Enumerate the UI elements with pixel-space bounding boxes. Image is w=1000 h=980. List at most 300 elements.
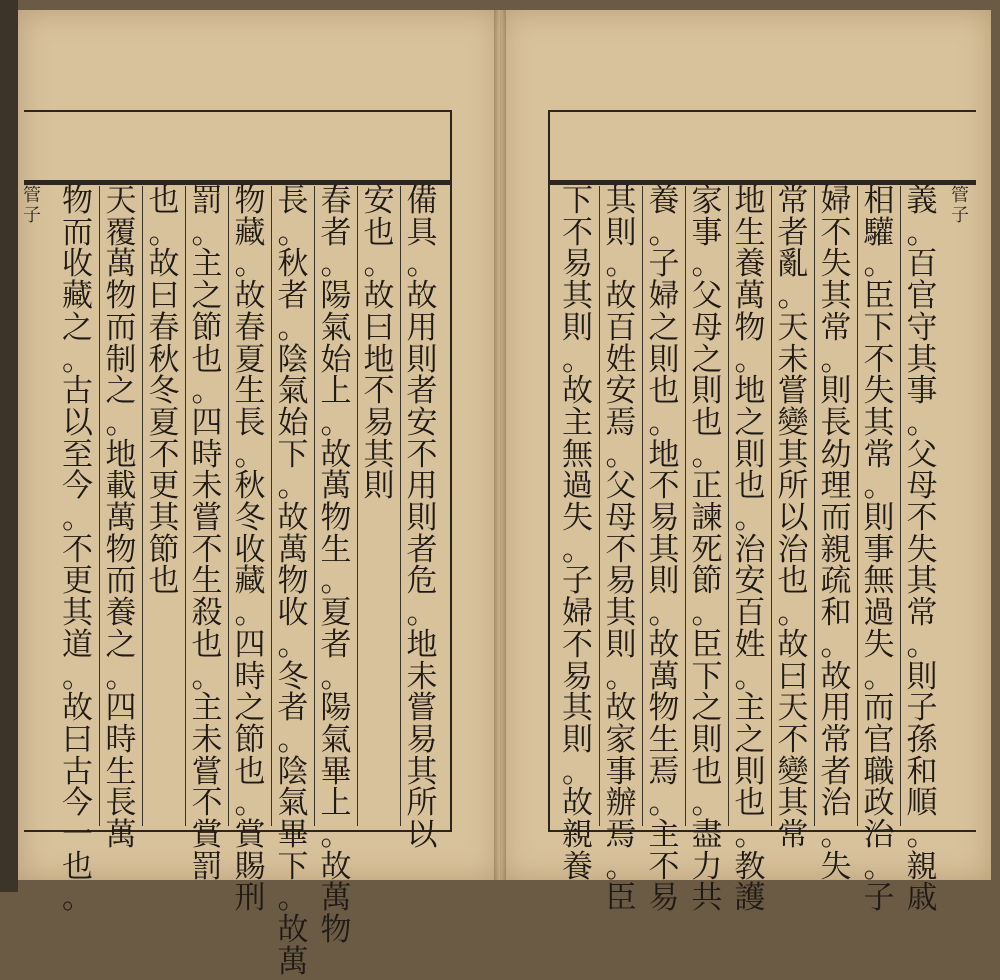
text-char: 今	[62, 468, 93, 505]
text-char: 始	[320, 341, 352, 378]
text-char: 也	[191, 626, 223, 663]
text-char: 子	[863, 880, 895, 917]
text-char: 則	[691, 373, 723, 410]
text-char: 氣	[277, 785, 309, 822]
text-char: 。	[734, 817, 766, 854]
text-char: 治	[777, 531, 809, 568]
text-char: 職	[863, 753, 895, 790]
text-char: 氣	[320, 309, 352, 346]
text-char: 藏	[62, 278, 93, 315]
text-char: 陰	[277, 753, 309, 790]
text-char: 順	[906, 785, 938, 822]
text-char: 物	[734, 309, 766, 346]
text-char: 。	[777, 595, 809, 632]
text-char: 。	[234, 595, 266, 632]
text-char: 其	[406, 753, 438, 790]
text-char: 長	[234, 404, 266, 441]
text-char: 。	[320, 246, 352, 283]
text-char: 故	[648, 626, 680, 663]
text-char: 不	[605, 531, 637, 568]
text-char: 。	[105, 658, 137, 695]
text-char: 也	[777, 563, 809, 600]
text-char: 。	[562, 341, 593, 378]
text-char: 其	[863, 404, 895, 441]
text-char: 也	[691, 404, 723, 441]
text-char: 。	[105, 404, 137, 441]
text-char: 主	[734, 690, 766, 727]
text-char: 常	[777, 817, 809, 854]
text-char: 之	[648, 309, 680, 346]
text-char: 婦	[648, 278, 680, 315]
text-char: 理	[820, 468, 852, 505]
text-column	[814, 183, 857, 885]
text-char: 。	[734, 500, 766, 537]
text-char: 親	[562, 817, 593, 854]
text-char: 所	[406, 785, 438, 822]
text-char: 常	[777, 183, 809, 219]
text-char: 失	[906, 531, 938, 568]
text-char: 也	[62, 848, 93, 885]
text-char: 之	[691, 341, 723, 378]
text-char: 則	[562, 721, 593, 758]
text-char: 。	[648, 214, 680, 251]
text-char: 無	[562, 436, 593, 473]
text-char: 長	[820, 404, 852, 441]
text-column	[400, 183, 443, 854]
text-char: 秋	[148, 341, 180, 378]
text-char: 父	[906, 436, 938, 473]
text-column	[271, 183, 314, 980]
text-char: 萬	[105, 500, 137, 537]
text-char: 春	[234, 309, 266, 346]
text-char: 曰	[62, 721, 93, 758]
text-char: 則	[605, 626, 637, 663]
text-char: 故	[562, 785, 593, 822]
text-char: 下	[277, 436, 309, 473]
text-char: 。	[62, 341, 93, 378]
text-char: 不	[820, 214, 852, 251]
text-char: 之	[691, 690, 723, 727]
text-char: 萬	[105, 817, 137, 854]
right-top-margin-box	[548, 110, 976, 185]
text-char: 力	[691, 848, 723, 885]
text-char: 不	[406, 436, 438, 473]
text-char: 節	[148, 531, 180, 568]
text-char: 之	[62, 309, 93, 346]
text-char: 四	[105, 690, 137, 727]
text-char: 者	[277, 690, 309, 727]
text-char: 則	[691, 721, 723, 758]
text-char: 母	[691, 309, 723, 346]
text-char: 戚	[906, 880, 938, 917]
text-char: 地	[363, 341, 395, 378]
text-char: 夏	[234, 341, 266, 378]
text-char: 。	[906, 817, 938, 854]
text-char: 母	[906, 468, 938, 505]
text-char: 之	[234, 690, 266, 727]
text-char: 其	[777, 436, 809, 473]
text-char: 易	[562, 246, 593, 283]
text-column	[99, 183, 142, 854]
text-char: 古	[62, 373, 93, 410]
text-char: 政	[863, 785, 895, 822]
text-char: 氣	[277, 373, 309, 410]
text-char: 姓	[605, 341, 637, 378]
book-gutter	[494, 10, 506, 880]
text-char: 生	[648, 721, 680, 758]
text-char: 也	[734, 468, 766, 505]
text-char: 幼	[820, 436, 852, 473]
text-char: 故	[320, 848, 352, 885]
text-char: 。	[605, 658, 637, 695]
text-char: 則	[820, 373, 852, 410]
right-text-columns	[556, 183, 943, 917]
text-char: 今	[62, 785, 93, 822]
text-char: 則	[605, 214, 637, 251]
text-column	[185, 183, 228, 885]
text-char: 婦	[562, 595, 593, 632]
text-char: 其	[562, 690, 593, 727]
text-char: 者	[777, 214, 809, 251]
text-char: 生	[191, 563, 223, 600]
text-char: 。	[691, 246, 723, 283]
text-char: 焉	[605, 817, 637, 854]
text-char: 安	[363, 183, 395, 219]
text-char: 節	[234, 721, 266, 758]
text-char: 治	[863, 817, 895, 854]
text-char: 其	[605, 183, 637, 219]
text-char: 。	[691, 595, 723, 632]
text-char: 易	[605, 563, 637, 600]
text-char: 疏	[820, 563, 852, 600]
text-char: 不	[648, 468, 680, 505]
text-char: 安	[406, 404, 438, 441]
text-char: 四	[234, 626, 266, 663]
text-char: 不	[191, 531, 223, 568]
text-char: 其	[648, 531, 680, 568]
text-char: 子	[906, 690, 938, 727]
text-char: 教	[734, 848, 766, 885]
left-top-margin-box	[24, 110, 452, 185]
text-char: 萬	[648, 658, 680, 695]
text-char: 。	[648, 595, 680, 632]
text-char: 安	[605, 373, 637, 410]
text-char: 冬	[277, 658, 309, 695]
text-char: 地	[406, 626, 438, 663]
text-char: 下	[277, 848, 309, 885]
text-char: 用	[406, 468, 438, 505]
text-char: 備	[406, 183, 438, 219]
text-char: 春	[148, 309, 180, 346]
text-char: 秋	[277, 246, 309, 283]
text-char: 則	[406, 500, 438, 537]
text-char: 故	[363, 278, 395, 315]
text-char: 主	[648, 817, 680, 854]
text-char: 。	[277, 309, 309, 346]
text-char: 孫	[906, 721, 938, 758]
text-char: 賞	[191, 817, 223, 854]
text-char: 父	[605, 468, 637, 505]
text-column	[357, 183, 400, 826]
text-char: 物	[320, 912, 352, 949]
text-char: 易	[648, 880, 680, 917]
text-char: 。	[648, 404, 680, 441]
text-char: 。	[906, 214, 938, 251]
text-char: 子	[562, 563, 593, 600]
text-char: 也	[191, 341, 223, 378]
text-char: 節	[191, 309, 223, 346]
text-column	[556, 183, 599, 885]
text-char: 其	[562, 278, 593, 315]
text-char: 收	[62, 246, 93, 283]
text-char: 。	[277, 626, 309, 663]
text-char: 常	[820, 721, 852, 758]
text-char: 制	[105, 341, 137, 378]
text-char: 罰	[191, 848, 223, 885]
text-char: 養	[105, 595, 137, 632]
text-char: 夏	[320, 595, 352, 632]
text-char: 其	[906, 563, 938, 600]
text-char: 治	[820, 785, 852, 822]
text-char: 藏	[234, 563, 266, 600]
text-char: 主	[191, 690, 223, 727]
text-char: 事	[863, 531, 895, 568]
text-char: 嘗	[191, 753, 223, 790]
text-char: 以	[406, 817, 438, 854]
text-char: 賜	[234, 848, 266, 885]
text-char: 則	[406, 341, 438, 378]
text-char: 不	[148, 436, 180, 473]
text-char: 嘗	[191, 500, 223, 537]
text-char: 臣	[863, 278, 895, 315]
text-char: 者	[320, 214, 352, 251]
text-char: 春	[320, 183, 352, 219]
text-char: 和	[820, 595, 852, 632]
text-char: 主	[562, 404, 593, 441]
text-char: 。	[691, 436, 723, 473]
text-char: 更	[62, 563, 93, 600]
text-char: 生	[234, 373, 266, 410]
text-char: 曰	[363, 309, 395, 346]
text-char: 。	[320, 404, 352, 441]
text-char: 焉	[605, 404, 637, 441]
text-char: 失	[562, 500, 593, 537]
text-char: 。	[320, 817, 352, 854]
text-char: 治	[734, 531, 766, 568]
text-char: 陽	[320, 278, 352, 315]
text-char: 曰	[777, 658, 809, 695]
text-char: 之	[191, 278, 223, 315]
text-char: 冬	[148, 373, 180, 410]
text-char: 則	[648, 341, 680, 378]
text-column	[314, 183, 357, 949]
text-char: 時	[234, 658, 266, 695]
text-char: 故	[277, 912, 309, 949]
text-column	[685, 183, 728, 917]
text-char: 易	[562, 658, 593, 695]
text-char: 物	[320, 500, 352, 537]
text-char: 。	[863, 468, 895, 505]
text-char: 天	[777, 309, 809, 346]
text-char: 其	[777, 785, 809, 822]
text-column	[56, 183, 99, 917]
text-char: 秋	[234, 468, 266, 505]
text-char: 道	[62, 626, 93, 663]
text-char: 常	[906, 595, 938, 632]
text-char: 。	[605, 848, 637, 885]
text-column	[857, 183, 900, 917]
text-char: 天	[777, 690, 809, 727]
text-char: 驩	[863, 214, 895, 251]
text-char: 四	[191, 404, 223, 441]
text-char: 。	[191, 214, 223, 251]
text-char: 。	[320, 563, 352, 600]
text-char: 其	[148, 500, 180, 537]
text-char: 。	[62, 500, 93, 537]
text-char: 生	[105, 753, 137, 790]
text-char: 家	[691, 183, 723, 219]
text-char: 姓	[734, 626, 766, 663]
text-char: 夏	[148, 404, 180, 441]
text-char: 事	[605, 753, 637, 790]
text-char: 相	[863, 183, 895, 219]
text-char: 共	[691, 880, 723, 917]
text-char: 不	[777, 721, 809, 758]
text-char: 以	[62, 404, 93, 441]
text-char: 者	[820, 753, 852, 790]
text-char: 常	[863, 436, 895, 473]
text-char: 過	[863, 595, 895, 632]
text-char: 而	[105, 563, 137, 600]
text-char: 則	[734, 753, 766, 790]
text-column	[728, 183, 771, 917]
text-char: 正	[691, 468, 723, 505]
text-char: 下	[691, 658, 723, 695]
text-char: 易	[648, 500, 680, 537]
text-char: 萬	[277, 943, 309, 980]
text-char: 養	[562, 848, 593, 885]
text-char: 收	[234, 531, 266, 568]
text-char: 者	[277, 278, 309, 315]
text-char: 。	[277, 468, 309, 505]
text-char: 。	[277, 880, 309, 917]
text-char: 死	[691, 531, 723, 568]
text-char: 護	[734, 880, 766, 917]
text-char: 下	[863, 309, 895, 346]
text-char: 收	[277, 595, 309, 632]
text-char: 未	[406, 658, 438, 695]
text-char: 百	[906, 246, 938, 283]
text-char: 不	[906, 500, 938, 537]
text-char: 之	[734, 404, 766, 441]
text-char: 曰	[148, 278, 180, 315]
fold-label-char: 管	[23, 185, 41, 206]
text-char: 諫	[691, 500, 723, 537]
text-char: 者	[406, 373, 438, 410]
right-fold-margin	[950, 186, 970, 226]
text-char: 故	[406, 278, 438, 315]
text-char: 也	[148, 563, 180, 600]
text-char: 天	[105, 183, 137, 219]
text-char: 萬	[320, 880, 352, 917]
text-char: 亂	[777, 246, 809, 283]
text-char: 以	[777, 500, 809, 537]
text-char: 。	[820, 341, 852, 378]
text-char: 不	[363, 373, 395, 410]
text-char: 和	[906, 753, 938, 790]
text-char: 。	[406, 246, 438, 283]
text-char: 。	[820, 626, 852, 663]
text-char: 節	[691, 563, 723, 600]
text-char: 氣	[320, 721, 352, 758]
text-char: 其	[363, 436, 395, 473]
left-fold-margin	[22, 186, 42, 226]
text-char: 物	[648, 690, 680, 727]
text-char: 地	[734, 183, 766, 219]
text-char: 故	[605, 690, 637, 727]
text-char: 藏	[234, 214, 266, 251]
text-char: 不	[863, 341, 895, 378]
text-char: 而	[105, 309, 137, 346]
text-char: 時	[191, 436, 223, 473]
text-char: 而	[62, 214, 93, 251]
text-char: 畢	[277, 817, 309, 854]
text-char: 長	[277, 183, 309, 219]
text-char: 常	[820, 309, 852, 346]
text-char: 地	[648, 436, 680, 473]
text-char: 義	[906, 183, 938, 219]
text-char: 。	[820, 817, 852, 854]
text-column	[642, 183, 685, 917]
text-char: 。	[691, 785, 723, 822]
text-char: 不	[191, 785, 223, 822]
text-char: 其	[62, 595, 93, 632]
text-char: 百	[605, 309, 637, 346]
text-char: 則	[863, 500, 895, 537]
text-char: 地	[734, 373, 766, 410]
fold-label-char: 管	[951, 185, 969, 206]
text-char: 則	[363, 468, 395, 505]
text-char: 。	[648, 785, 680, 822]
text-char: 陰	[277, 341, 309, 378]
text-char: 覆	[105, 214, 137, 251]
text-char: 子	[648, 246, 680, 283]
text-char: 之	[105, 626, 137, 663]
text-char: 。	[562, 531, 593, 568]
text-char: 罰	[191, 183, 223, 219]
text-char: 之	[734, 721, 766, 758]
text-char: 事	[906, 373, 938, 410]
text-char: 。	[906, 626, 938, 663]
text-char: 辦	[605, 785, 637, 822]
text-char: 物	[277, 563, 309, 600]
text-char: 其	[605, 595, 637, 632]
text-column	[599, 183, 642, 917]
text-column	[142, 183, 185, 826]
text-char: 。	[906, 404, 938, 441]
text-char: 也	[648, 373, 680, 410]
text-column	[771, 183, 814, 854]
text-char: 。	[605, 246, 637, 283]
text-char: 易	[406, 721, 438, 758]
text-char: 。	[234, 246, 266, 283]
text-char: 用	[406, 309, 438, 346]
text-char: 失	[820, 848, 852, 885]
text-char: 過	[562, 468, 593, 505]
text-char: 嘗	[406, 690, 438, 727]
text-char: 所	[777, 468, 809, 505]
text-char: 古	[62, 753, 93, 790]
